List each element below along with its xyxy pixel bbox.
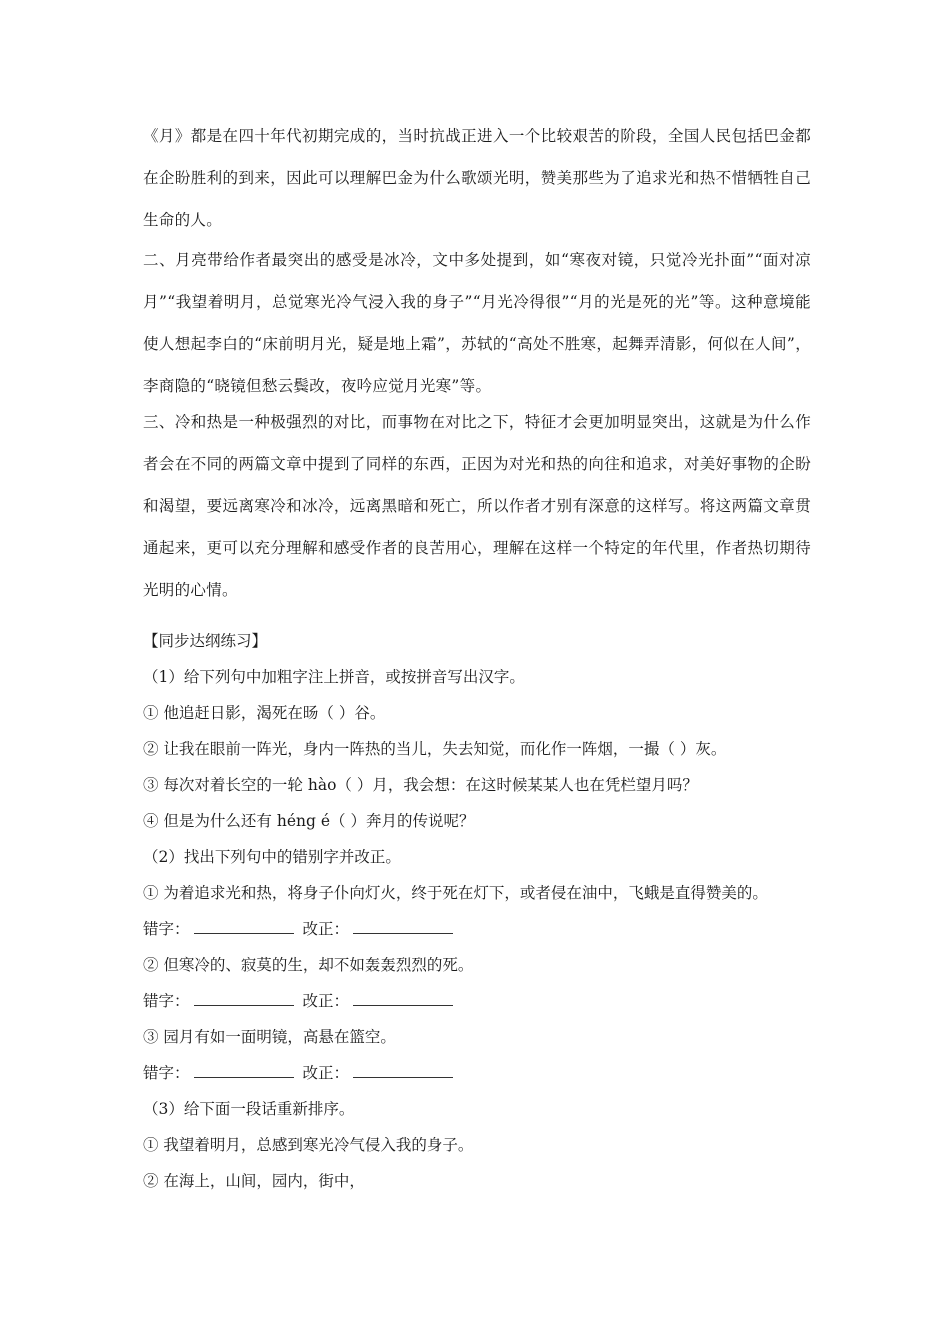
correction-blank[interactable]	[353, 919, 453, 934]
q1-item-3: ③ 每次对着长空的一轮 hào（ ）月，我会想：在这时候某某人也在凭栏望月吗？	[143, 776, 698, 794]
q2-item-1: ① 为着追求光和热，将身子仆向灯火，终于死在灯下，或者侵在油中，飞蛾是直得赞美的。	[143, 884, 768, 902]
q2-answer-row-1	[143, 917, 823, 941]
wrong-char-blank[interactable]	[194, 919, 294, 934]
correction-blank[interactable]	[353, 1063, 453, 1078]
q3-item-2: ② 在海上，山间，园内，街中，	[143, 1172, 365, 1190]
q2-answer-row-2	[143, 989, 823, 1013]
wrong-char-label: 错字：	[143, 920, 190, 938]
q3-title: （3）给下面一段话重新排序。	[143, 1100, 355, 1118]
analysis-paragraph-3: 三、冷和热是一种极强烈的对比，而事物在对比之下，特征才会更加明显突出，这就是为什么作者会在不同的两篇文章中提到了同样的东西，正因为对光和热的向往和追求，对美好事物的企盼和渴望，要远离寒冷和冰冷，远离黑暗和死亡，所以作者才别有深意的这样写。将这两篇文章贯通起来，更可以充分理解和感受作者的良苦用心，理解在这样一个特定的年代里，作者热切期待光明的心情。	[143, 413, 811, 599]
correction-label: 改正：	[302, 1064, 349, 1082]
q1-item-4: ④ 但是为什么还有 héng é（ ）奔月的传说呢？	[143, 812, 475, 830]
correction-label: 改正：	[302, 992, 349, 1010]
wrong-char-blank[interactable]	[194, 1063, 294, 1078]
q1-title: （1）给下列句中加粗字注上拼音，或按拼音写出汉字。	[143, 668, 525, 686]
q2-item-3: ③ 园月有如一面明镜，高悬在篮空。	[143, 1028, 396, 1046]
correction-blank[interactable]	[353, 991, 453, 1006]
wrong-char-label: 错字：	[143, 1064, 190, 1082]
q2-item-2: ② 但寒冷的、寂莫的生，却不如轰轰烈烈的死。	[143, 956, 474, 974]
exercise-heading: 【同步达纲练习】	[143, 632, 268, 650]
analysis-paragraph-1: 《月》都是在四十年代初期完成的，当时抗战正进入一个比较艰苦的阶段，全国人民包括巴金都在企盼胜利的到来，因此可以理解巴金为什么歌颂光明，赞美那些为了追求光和热不惜牺牲自己生命的人。	[143, 127, 811, 229]
q1-item-1: ① 他追赶日影，渴死在旸（ ）谷。	[143, 704, 386, 722]
q2-answer-row-3	[143, 1061, 823, 1085]
analysis-paragraph-2: 二、月亮带给作者最突出的感受是冰冷，文中多处提到，如“寒夜对镜，只觉冷光扑面”“面对凉月”“我望着明月，总觉寒光冷气浸入我的身子”“月光冷得很”“月的光是死的光”等。这种意境能使人想起李白的“床前明月光，疑是地上霜”，苏轼的“高处不胜寒，起舞弄清影，何似在人间”，李商隐的“晓镜但愁云鬓改，夜吟应觉月光寒”等。	[143, 251, 811, 395]
wrong-char-label: 错字：	[143, 992, 190, 1010]
correction-label: 改正：	[302, 920, 349, 938]
wrong-char-blank[interactable]	[194, 991, 294, 1006]
q3-item-1: ① 我望着明月，总感到寒光冷气侵入我的身子。	[143, 1136, 474, 1154]
q1-item-2: ② 让我在眼前一阵光，身内一阵热的当儿，失去知觉，而化作一阵烟，一撮（ ）灰。	[143, 740, 727, 758]
q2-title: （2）找出下列句中的错别字并改正。	[143, 848, 401, 866]
